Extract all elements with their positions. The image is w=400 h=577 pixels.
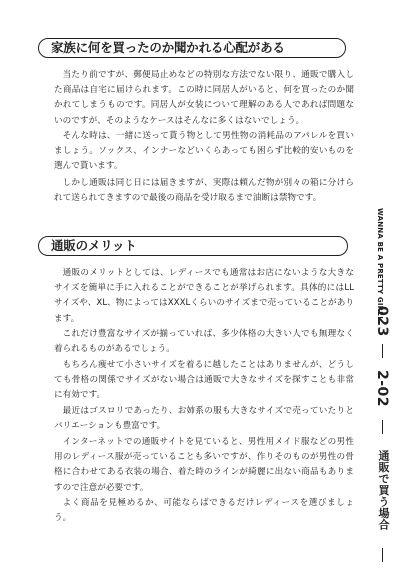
section-heading-mail-order-merits: 通販のメリット xyxy=(38,236,348,256)
page-number: 023 xyxy=(374,306,390,337)
section-number: 2-02 xyxy=(374,370,390,408)
paragraph: 通販のメリットとしては、レディースでも通常はお店にないような大きなサイズを簡単に手に入れることができることが挙げられます。具体的にはLLサイズや、XL、物によってはXXXLくらいのサイズまで売っていることがあります。 xyxy=(54,268,354,324)
divider xyxy=(382,548,383,562)
side-margin xyxy=(370,0,400,577)
section-heading-family-worry: 家族に何を買ったのか聞かれる心配がある xyxy=(38,38,346,58)
paragraph: インターネットでの通販サイトを見ていると、男性用メイド服などの男性用のレディース服が売っていることも多いですが、作りそのものが男性の骨格に合わせてある衣装の場合、着た時のラインが綺麗に出ない商品もありますので注意が必要です。 xyxy=(54,437,354,493)
book-brand-label: WANNA BE A PRETTY GIRL! xyxy=(376,208,384,320)
paragraph: 当たり前ですが、郵便局止めなどの特別な方法でない限り、通販で購入した商品は自宅に届けられます。この時に同居人がいると、何を買ったのか聞かれてしまうものです。同居人が女装について理解のある人であれば問題ないのですが、そのようなケースはそんなに多くはないでしょう。 xyxy=(54,70,354,126)
paragraph: しかし通販は同じ日には届きますが、実際は頼んだ物が別々の箱に分けられて送られてきますので最後の商品を受け取るまで油断は禁物です。 xyxy=(54,178,354,204)
divider xyxy=(382,420,383,434)
paragraph: そんな時は、一緒に送って貰う物として男性物の消耗品のアパレルを買いましょう。ソックス、インナーなどいくらあっても困らず比較的安いものを選んで貰います。 xyxy=(54,131,354,172)
divider xyxy=(382,344,383,358)
paragraph: よく商品を見極めるか、可能ならばできるだけレディースを選びましょう。 xyxy=(54,498,354,524)
paragraph: もちろん痩せて小さいサイズを着るに越したことはありませんが、どうしても骨格の関係でサイズがない場合は通販で大きなサイズを探すことも非常に有効です。 xyxy=(54,360,354,401)
paragraph: これだけ豊富なサイズが揃っていれば、多少体格の大きい人でも無理なく着られるものがあるでしょう。 xyxy=(54,329,354,355)
chapter-title: 通販で買う場合 xyxy=(377,450,390,531)
paragraph: 最近はゴスロリであったり、お姉系の服も大きなサイズで売っていたりとバリエーションも豊富です。 xyxy=(54,406,354,432)
